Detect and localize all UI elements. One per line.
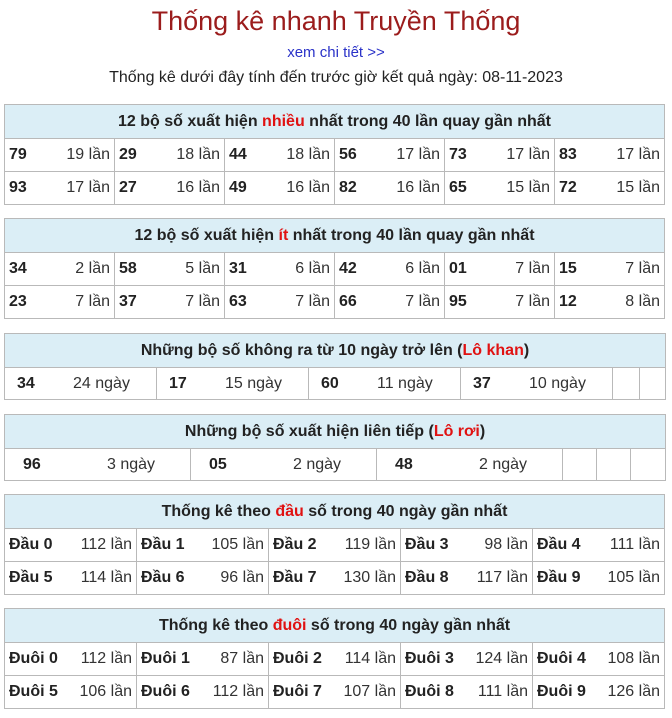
- table-cell: 56 17 lần: [335, 139, 445, 172]
- page-subtitle: Thống kê dưới đây tính đến trước giờ kết quả ngày: 08-11-2023: [109, 69, 563, 86]
- table-cell: Đuôi 7 107 lần: [269, 676, 401, 709]
- least-frequent-heading: 12 bộ số xuất hiện ít nhất trong 40 lần quay gần nhất: [5, 219, 665, 253]
- lo-roi-table: [4, 414, 666, 481]
- table-cell: 48 2 ngày: [377, 449, 563, 481]
- table-cell: 93 17 lần: [5, 172, 115, 205]
- table-cell: 23 7 lần: [5, 286, 115, 319]
- table-cell: 17 15 ngày: [157, 368, 309, 400]
- table-cell: Đuôi 6 112 lần: [137, 676, 269, 709]
- table-cell: 96 3 ngày: [5, 449, 191, 481]
- table-cell: 31 6 lần: [225, 253, 335, 286]
- empty-cell: [640, 368, 666, 400]
- table-cell: 73 17 lần: [445, 139, 555, 172]
- most-frequent-table: [4, 104, 665, 205]
- table-cell: 49 16 lần: [225, 172, 335, 205]
- table-cell: Đuôi 4 108 lần: [533, 643, 665, 676]
- detail-link[interactable]: xem chi tiết >>: [287, 44, 385, 61]
- table-cell: 34 24 ngày: [5, 368, 157, 400]
- empty-cell: [563, 449, 597, 481]
- table-cell: 82 16 lần: [335, 172, 445, 205]
- table-cell: 83 17 lần: [555, 139, 665, 172]
- lo-khan-heading: Những bộ số không ra từ 10 ngày trở lên (Lô khan): [5, 334, 666, 368]
- table-cell: Đầu 2 119 lần: [269, 529, 401, 562]
- table-cell: 37 10 ngày: [461, 368, 613, 400]
- table-cell: Đầu 3 98 lần: [401, 529, 533, 562]
- table-cell: Đuôi 0 112 lần: [5, 643, 137, 676]
- table-cell: 65 15 lần: [445, 172, 555, 205]
- table-cell: 05 2 ngày: [191, 449, 377, 481]
- table-cell: 42 6 lần: [335, 253, 445, 286]
- table-cell: Đuôi 9 126 lần: [533, 676, 665, 709]
- table-cell: 63 7 lần: [225, 286, 335, 319]
- empty-cell: [631, 449, 666, 481]
- table-cell: 58 5 lần: [115, 253, 225, 286]
- table-cell: 44 18 lần: [225, 139, 335, 172]
- lo-roi-heading: Những bộ số xuất hiện liên tiếp (Lô rơi): [5, 415, 666, 449]
- most-frequent-heading: 12 bộ số xuất hiện nhiều nhất trong 40 lần quay gần nhất: [5, 105, 665, 139]
- table-cell: Đầu 0 112 lần: [5, 529, 137, 562]
- table-cell: Đuôi 3 124 lần: [401, 643, 533, 676]
- table-cell: Đầu 5 114 lần: [5, 562, 137, 595]
- table-cell: 27 16 lần: [115, 172, 225, 205]
- page-title: Thống kê nhanh Truyền Thống: [151, 6, 521, 36]
- table-cell: Đầu 8 117 lần: [401, 562, 533, 595]
- table-cell: Đầu 9 105 lần: [533, 562, 665, 595]
- table-cell: 66 7 lần: [335, 286, 445, 319]
- duoi-stats-heading: Thống kê theo đuôi số trong 40 ngày gần nhất: [5, 609, 665, 643]
- empty-cell: [613, 368, 640, 400]
- table-cell: 34 2 lần: [5, 253, 115, 286]
- table-cell: Đuôi 5 106 lần: [5, 676, 137, 709]
- table-cell: 60 11 ngày: [309, 368, 461, 400]
- table-cell: Đầu 7 130 lần: [269, 562, 401, 595]
- lo-khan-table: [4, 333, 666, 400]
- table-cell: Đầu 1 105 lần: [137, 529, 269, 562]
- table-cell: 01 7 lần: [445, 253, 555, 286]
- table-cell: Đuôi 1 87 lần: [137, 643, 269, 676]
- table-cell: 37 7 lần: [115, 286, 225, 319]
- table-cell: Đuôi 8 111 lần: [401, 676, 533, 709]
- table-cell: 72 15 lần: [555, 172, 665, 205]
- table-cell: 12 8 lần: [555, 286, 665, 319]
- table-cell: 95 7 lần: [445, 286, 555, 319]
- dau-stats-table: [4, 494, 665, 595]
- least-frequent-table: [4, 218, 665, 319]
- table-cell: 79 19 lần: [5, 139, 115, 172]
- table-cell: 29 18 lần: [115, 139, 225, 172]
- dau-stats-heading: Thống kê theo đầu số trong 40 ngày gần nhất: [5, 495, 665, 529]
- table-cell: Đầu 6 96 lần: [137, 562, 269, 595]
- duoi-stats-table: [4, 608, 665, 709]
- table-cell: Đầu 4 111 lần: [533, 529, 665, 562]
- table-cell: 15 7 lần: [555, 253, 665, 286]
- empty-cell: [597, 449, 631, 481]
- table-cell: Đuôi 2 114 lần: [269, 643, 401, 676]
